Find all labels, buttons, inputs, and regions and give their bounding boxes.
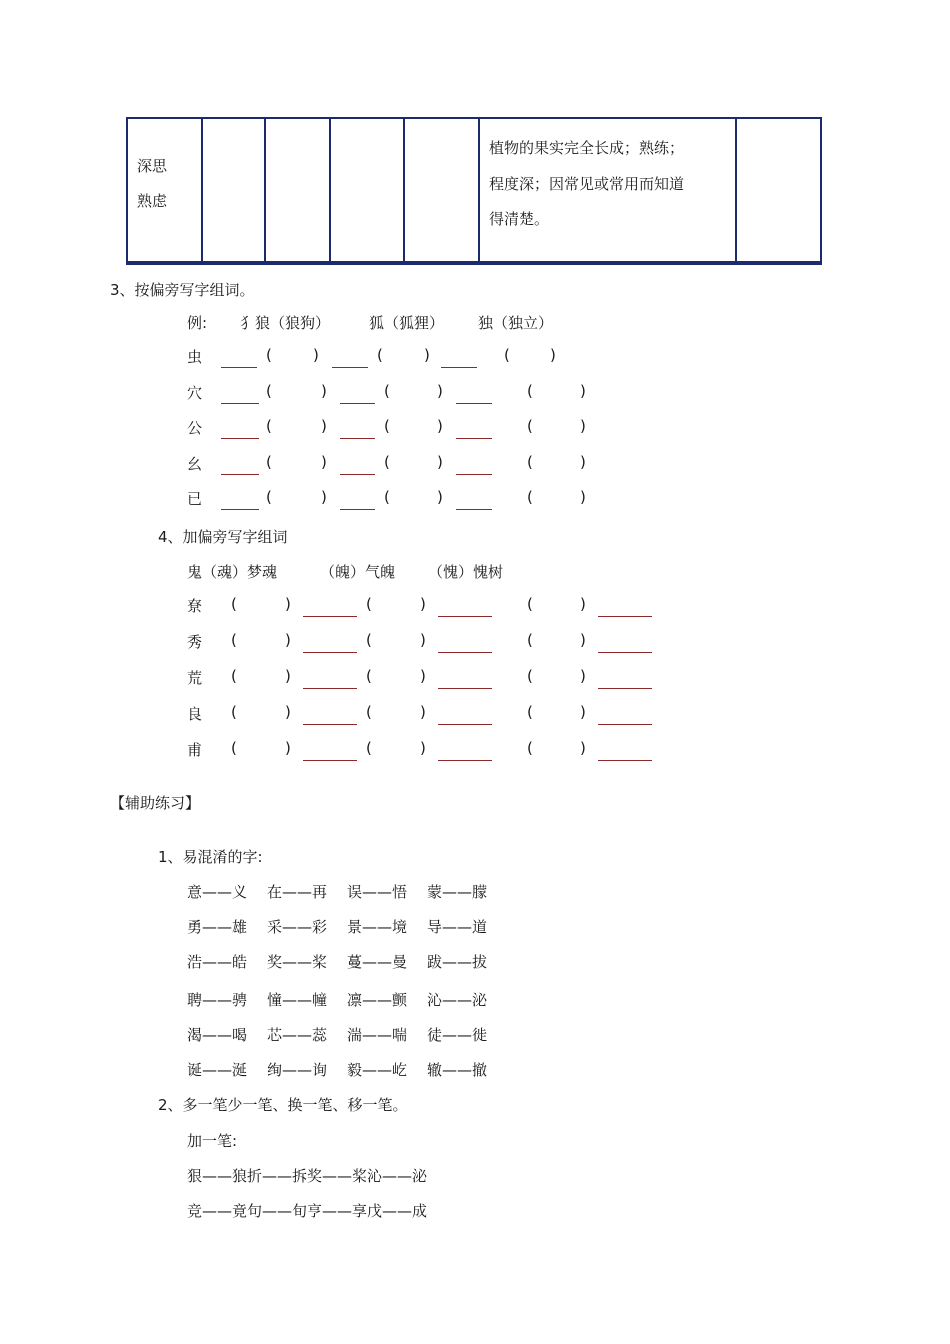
confusable-pair: 在——再 [267,883,328,901]
paren: ( [504,346,510,364]
example-item: （愧）愧树 [428,563,504,581]
row-base-char: 尞 [187,597,203,615]
answer-blank [438,760,492,761]
paren: ) [285,595,291,613]
answer-blank [340,403,375,404]
row-base-char: 良 [187,705,203,723]
paren: ) [550,346,556,364]
paren: ( [366,703,372,721]
paren: ) [420,703,426,721]
paren: ( [266,488,272,506]
paren: ( [266,346,272,364]
paren: ( [266,453,272,471]
answer-blank [340,509,375,510]
paren: ) [580,739,586,757]
confusable-pair: 憧——幢 [267,991,328,1009]
answer-blank [303,724,357,725]
table-divider [478,119,480,261]
answer-blank [456,474,492,475]
paren: ) [580,488,586,506]
paren: ( [384,453,390,471]
confusable-pair: 景——境 [347,918,408,936]
paren: ( [384,417,390,435]
paren: ) [321,382,327,400]
table-divider [403,119,405,261]
answer-blank [303,760,357,761]
paren: ( [231,739,237,757]
paren: ) [313,346,319,364]
table-bottom-border [126,261,822,265]
add-stroke-row: 竞——竟句——旬亨——享戊——成 [187,1202,428,1220]
example-item: 犭狼（狼狗） [240,314,331,332]
answer-blank [598,724,652,725]
paren: ) [437,417,443,435]
paren: ) [321,417,327,435]
answer-blank [332,367,368,368]
answer-blank [438,724,492,725]
paren: ( [366,631,372,649]
example-label: 例: [187,314,208,332]
aux-section-1-title: 1、易混淆的字: [158,848,263,866]
paren: ) [580,417,586,435]
paren: ( [231,703,237,721]
paren: ) [285,631,291,649]
confusable-pair: 绚——询 [267,1061,328,1079]
example-item: （魄）气魄 [320,563,396,581]
answer-blank [438,688,492,689]
aux-title: 【辅助练习】 [110,794,201,812]
paren: ) [580,703,586,721]
answer-blank [221,367,257,368]
confusable-pair: 跋——拔 [427,953,488,971]
add-stroke-label: 加一笔: [187,1132,238,1150]
confusable-pair: 芯——蕊 [267,1026,328,1044]
answer-blank [438,652,492,653]
answer-blank [598,616,652,617]
paren: ) [321,488,327,506]
answer-blank [598,688,652,689]
paren: ( [527,382,533,400]
example-item: 鬼（魂）梦魂 [187,563,278,581]
answer-blank [221,403,259,404]
paren: ) [580,453,586,471]
answer-blank [303,616,357,617]
paren: ( [527,667,533,685]
confusable-pair: 辙——撤 [427,1061,488,1079]
confusable-pair: 浩——皓 [187,953,248,971]
answer-blank [598,652,652,653]
row-radical: 穴 [187,384,203,402]
meaning-text: 程度深；因常见或常用而知道 [489,175,685,193]
paren: ) [285,667,291,685]
answer-blank [303,652,357,653]
confusable-pair: 误——悟 [347,883,408,901]
answer-blank [598,760,652,761]
paren: ( [366,595,372,613]
answer-blank [340,474,375,475]
paren: ) [321,453,327,471]
paren: ) [580,595,586,613]
table-divider [201,119,203,261]
confusable-pair: 毅——屹 [347,1061,408,1079]
paren: ( [231,631,237,649]
paren: ( [384,488,390,506]
answer-blank [438,616,492,617]
row-radical: 公 [187,419,203,437]
aux-section-2-title: 2、多一笔少一笔、换一笔、移一笔。 [158,1096,408,1114]
answer-blank [340,438,375,439]
paren: ( [527,595,533,613]
paren: ( [527,631,533,649]
paren: ( [231,667,237,685]
paren: ( [527,488,533,506]
paren: ( [527,453,533,471]
add-stroke-row: 狠——狼折——拆奖——桨沁——泌 [187,1167,428,1185]
paren: ) [580,631,586,649]
paren: ( [266,382,272,400]
confusable-pair: 渴——喝 [187,1026,248,1044]
meaning-text: 植物的果实完全长成；熟练； [489,139,685,157]
paren: ( [527,417,533,435]
paren: ) [420,667,426,685]
answer-blank [221,474,259,475]
paren: ) [420,739,426,757]
confusable-pair: 沁——泌 [427,991,488,1009]
paren: ( [384,382,390,400]
row-radical: 幺 [187,455,203,473]
confusable-pair: 蔓——曼 [347,953,408,971]
paren: ) [424,346,430,364]
answer-blank [456,438,492,439]
example-item: 狐（狐狸） [369,314,445,332]
vocabulary-table [126,117,822,263]
paren: ( [366,667,372,685]
answer-blank [456,509,492,510]
paren: ) [420,595,426,613]
confusable-pair: 诞——涎 [187,1061,248,1079]
row-radical: 虫 [187,348,203,366]
paren: ) [285,703,291,721]
section-4-title: 4、加偏旁写字组词 [158,528,288,546]
paren: ) [285,739,291,757]
paren: ) [580,667,586,685]
table-divider [735,119,737,261]
row-base-char: 荒 [187,669,203,687]
answer-blank [221,509,259,510]
paren: ) [420,631,426,649]
row-label: 熟虑 [137,192,168,210]
paren: ) [580,382,586,400]
answer-blank [221,438,259,439]
answer-blank [441,367,477,368]
confusable-pair: 徒——徙 [427,1026,488,1044]
paren: ( [377,346,383,364]
table-divider [329,119,331,261]
paren: ( [527,739,533,757]
paren: ( [231,595,237,613]
confusable-pair: 湍——喘 [347,1026,408,1044]
meaning-text: 得清楚。 [489,210,550,228]
paren: ) [437,382,443,400]
paren: ( [527,703,533,721]
confusable-pair: 蒙——朦 [427,883,488,901]
confusable-pair: 导——道 [427,918,488,936]
section-3-title: 3、按偏旁写字组词。 [110,281,255,299]
confusable-pair: 勇——雄 [187,918,248,936]
confusable-pair: 意——义 [187,883,248,901]
example-item: 独（独立） [478,314,554,332]
table-divider [264,119,266,261]
answer-blank [303,688,357,689]
row-base-char: 甫 [187,741,203,759]
confusable-pair: 采——彩 [267,918,328,936]
confusable-pair: 奖——桨 [267,953,328,971]
paren: ) [437,488,443,506]
row-label: 深思 [137,157,168,175]
confusable-pair: 聘——骋 [187,991,248,1009]
paren: ( [366,739,372,757]
row-base-char: 秀 [187,633,203,651]
paren: ) [437,453,443,471]
paren: ( [266,417,272,435]
answer-blank [456,403,492,404]
row-radical: 已 [187,490,203,508]
confusable-pair: 凛——颤 [347,991,408,1009]
